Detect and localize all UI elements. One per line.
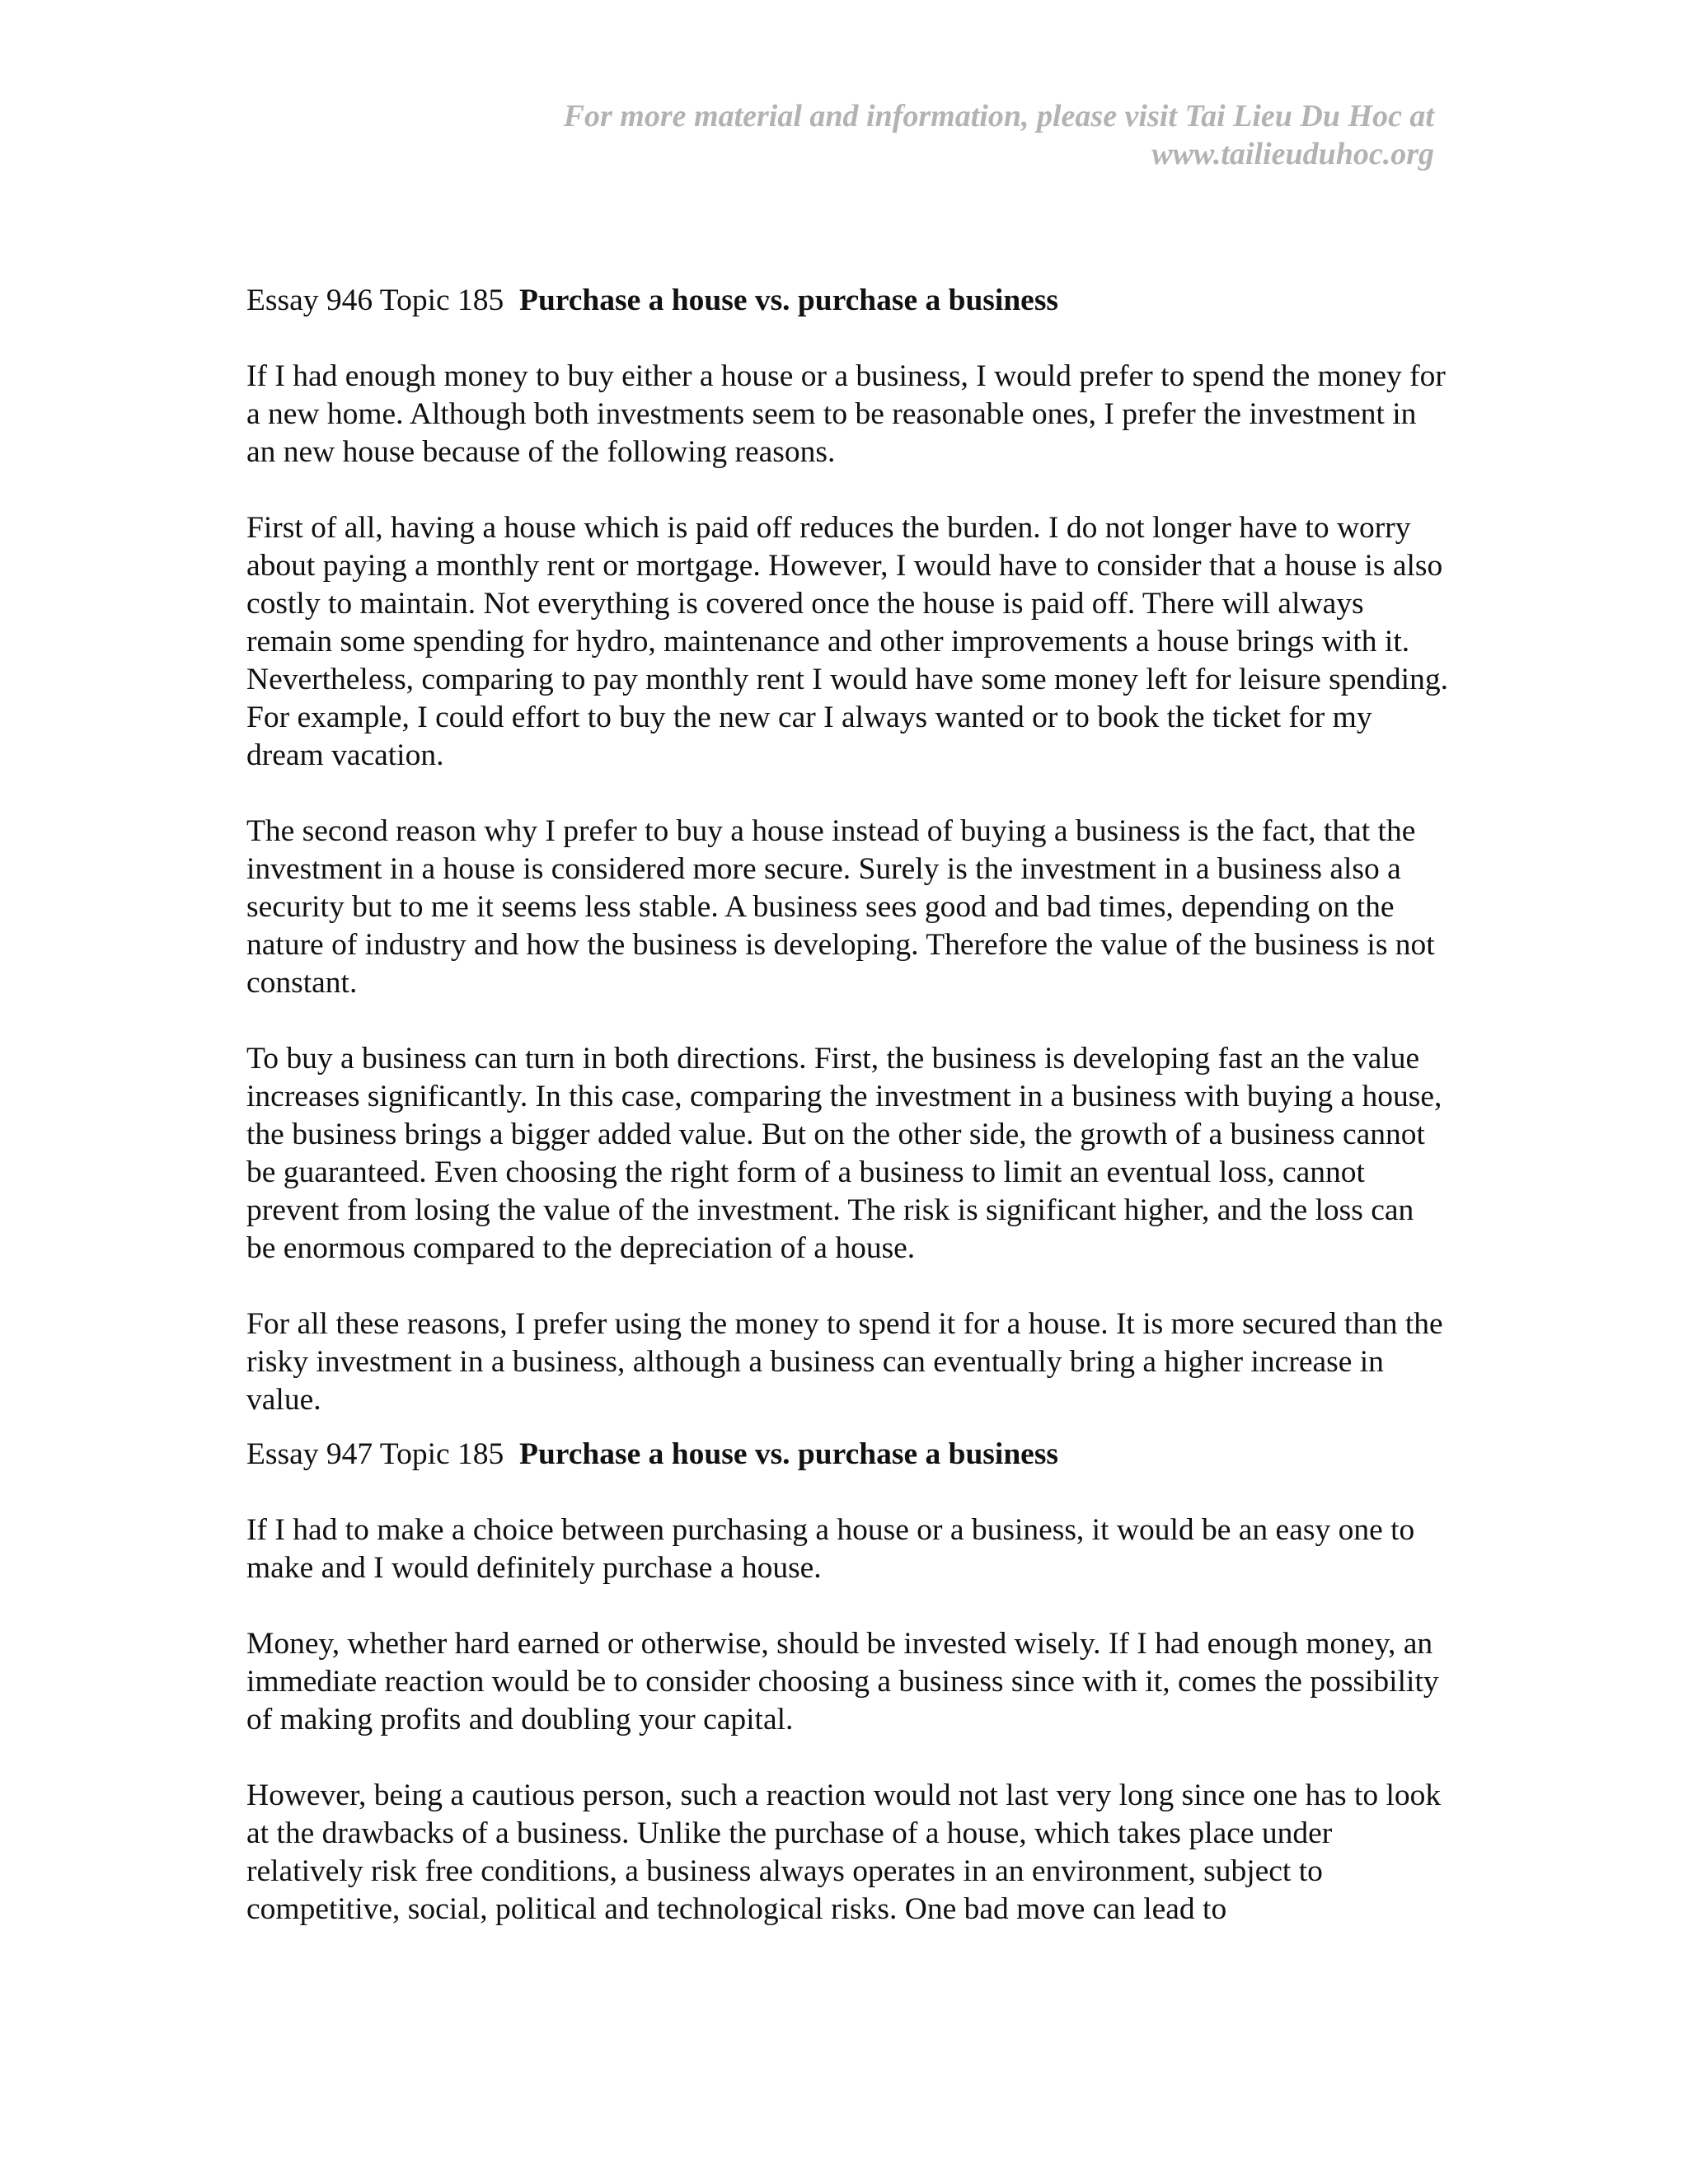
- paragraph: To buy a business can turn in both directions. First, the business is developing fast an the value increases significantly. In this case, comparing the investment in a business with buying a house, the business brings a bigger added value. But on the other side, the growth of a business cannot be guaranteed. Even choosing the right form of a business to limit an eventual loss, cannot prevent from losing the value of the investment. The risk is significant higher, and the loss can be enormous compared to the depreciation of a house.: [246, 1042, 1442, 1265]
- essay-title: Purchase a house vs. purchase a business: [519, 1437, 1059, 1471]
- essay-label: Essay 947 Topic 185: [246, 1437, 504, 1471]
- essay-946: [246, 282, 1450, 1419]
- paragraph: The second reason why I prefer to buy a house instead of buying a business is the fact, that the investment in a house is considered more secure. Surely is the investment in a business also a security but to me it seems less stable. A business sees good and bad times, depending on the nature of industry and how the business is developing. Therefore the value of the business is not constant.: [246, 814, 1435, 1000]
- header-note-line-2: www.tailieuduhoc.org: [1151, 137, 1434, 171]
- header-note: [445, 97, 1434, 173]
- paragraph: For all these reasons, I prefer using the money to spend it for a house. It is more secured than the risky investment in a business, although a business can eventually bring a higher increase in value.: [246, 1307, 1443, 1417]
- essay-label: Essay 946 Topic 185: [246, 284, 504, 317]
- paragraph: First of all, having a house which is paid off reduces the burden. I do not longer have to worry about paying a monthly rent or mortgage. However, I would have to consider that a house is also costly to maintain. Not everything is covered once the house is paid off. There will always remain some spending for hydro, maintenance and other improvements a house brings with it. Nevertheless, comparing to pay monthly rent I would have some money left for leisure spending. For example, I could effort to buy the new car I always wanted or to book the ticket for my dream vacation.: [246, 511, 1448, 772]
- paragraph: If I had to make a choice between purchasing a house or a business, it would be an easy one to make and I would definitely purchase a house.: [246, 1513, 1415, 1585]
- paragraph: If I had enough money to buy either a house or a business, I would prefer to spend the money for a new home. Although both investments seem to be reasonable ones, I prefer the investment in an new house because of the following reasons.: [246, 359, 1446, 469]
- essay-947: [246, 1436, 1450, 1929]
- essay-title: Purchase a house vs. purchase a business: [519, 284, 1059, 317]
- paragraph: However, being a cautious person, such a reaction would not last very long since one has to look at the drawbacks of a business. Unlike the purchase of a house, which takes place under relatively risk free conditions, a business always operates in an environment, subject to competitive, social, political and technological risks. One bad move can lead to: [246, 1779, 1442, 1926]
- essay-heading: [246, 282, 1450, 320]
- essay-heading: [246, 1436, 1450, 1474]
- document-body: [246, 282, 1450, 1966]
- paragraph: Money, whether hard earned or otherwise, should be invested wisely. If I had enough money, an immediate reaction would be to consider choosing a business since with it, comes the possibility of making profits and doubling your capital.: [246, 1627, 1439, 1736]
- header-note-line-1: For more material and information, please visit Tai Lieu Du Hoc at: [563, 99, 1434, 134]
